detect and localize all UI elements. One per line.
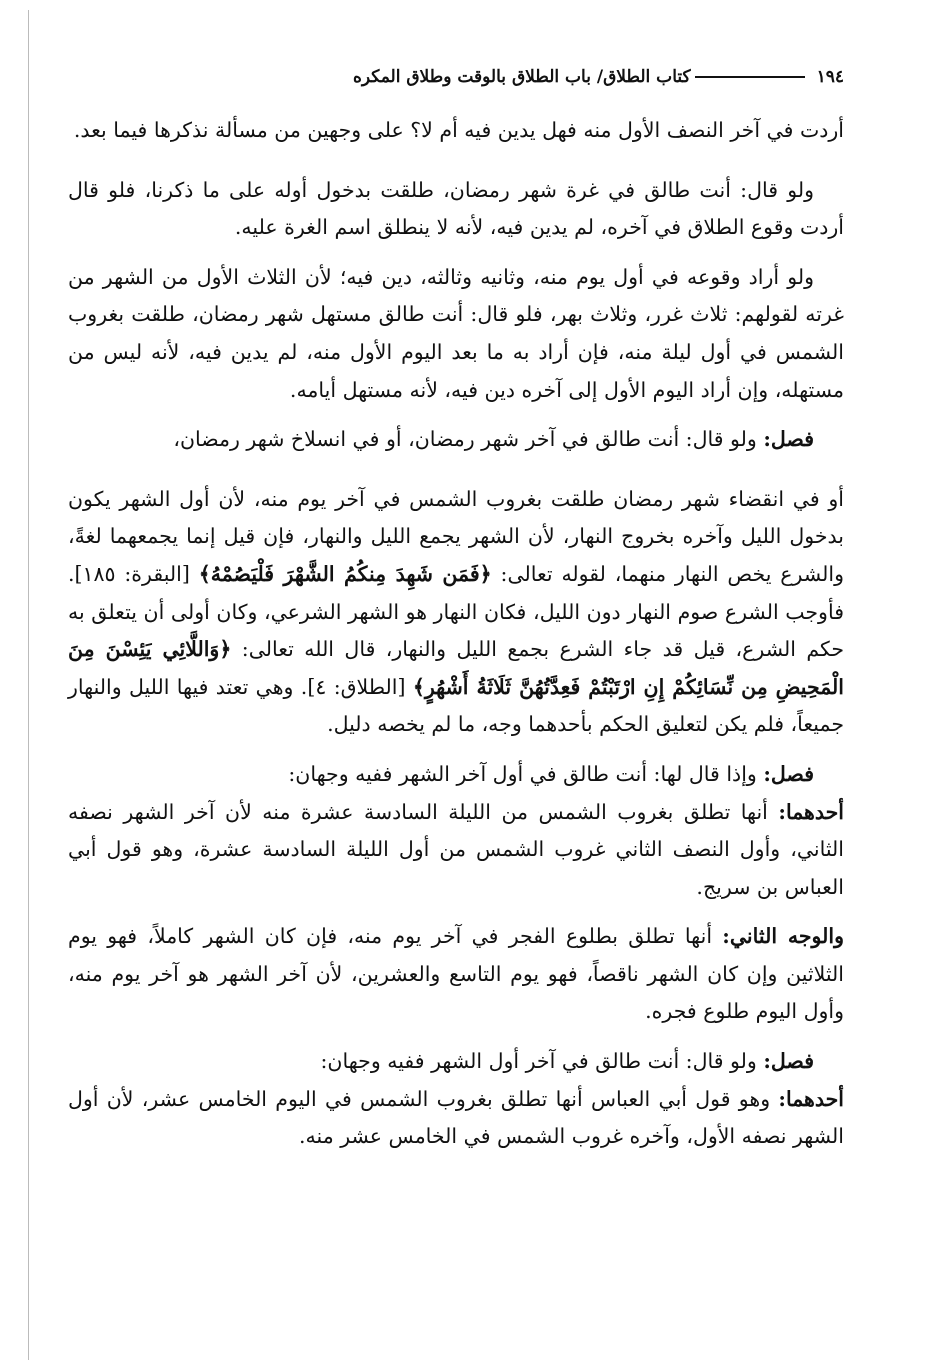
paragraph-text: أنها تطلق بغروب الشمس من الليلة السادسة عشرة منه لأن آخر الشهر نصفه الثاني، وأول النصف الثاني غروب الشمس من أول الليلة السادسة عشرة، وهو قول أبي العباس بن سريج.	[68, 799, 844, 899]
quran-verse: ﴿وَاللَّائِي يَئِسْنَ مِنَ الْمَحِيضِ مِن نِّسَائِكُمْ إِنِ ارْتَبْتُمْ فَعِدَّتُهُنَّ ثَلَاثَةُ أَشْهُرٍ﴾	[68, 637, 844, 699]
section-paragraph	[68, 918, 844, 1031]
section-lead: فصل:	[763, 1049, 814, 1074]
section-paragraph	[68, 794, 844, 907]
section-lead: والوجه الثاني:	[722, 924, 844, 949]
page-body	[68, 112, 844, 1156]
paragraph-text: [الطلاق: ٤]. وهي تعتد فيها الليل والنهار جميعاً، فلم يكن لتعليق الحكم بأحدهما وجه، ما لم يخصه دليل.	[68, 674, 844, 737]
section-paragraph	[68, 1081, 844, 1156]
paragraph	[68, 112, 844, 150]
paragraph-text: [البقرة: ١٨٥]. فأوجب الشرع صوم النهار دون الليل، فكان النهار هو الشهر الشرعي، وكان أولى أن يتعلق به حكم الشرع، قيل قد جاء الشرع بجمع الليل والنهار، قال الله تعالى:	[68, 561, 844, 662]
section-lead: أحدهما:	[778, 1086, 844, 1111]
paragraph-text: ولو قال: أنت طالق في آخر شهر رمضان، أو في انسلاخ شهر رمضان،	[173, 427, 757, 452]
page-number: ١٩٤	[816, 67, 844, 87]
paragraph-text: وإذا قال لها: أنت طالق في أول آخر الشهر ففيه وجهان:	[288, 761, 757, 786]
paragraph-text: ولو أراد وقوعه في أول يوم منه، وثانيه وثالثه، دين فيه؛ لأن الثلاث الأول من الشهر من غرته لقولهم: ثلاث غرر، وثلاث بهر، فلو قال: أنت طالق مستهل شهر رمضان، طلقت بغروب الشمس في أول ليلة منه، فإن أراد به ما بعد اليوم الأول منه، لم يدين فيه، لأنه ليس من مستهله، وإن أراد اليوم الأول إلى آخره دين فيه، لأنه مستهل أيامه.	[68, 264, 844, 402]
running-header	[68, 62, 844, 92]
paragraph-text: ولو قال: أنت طالق في آخر أول الشهر ففيه وجهان:	[320, 1049, 757, 1074]
paragraph	[68, 259, 844, 409]
paragraph-text: أردت في آخر النصف الأول منه فهل يدين فيه أم لا؟ على وجهين من مسألة نذكرها فيما بعد.	[73, 118, 844, 142]
binding-margin-line	[28, 10, 29, 1360]
paragraph	[68, 481, 844, 744]
section-paragraph	[68, 421, 844, 459]
section-paragraph	[68, 1043, 844, 1081]
section-lead: أحدهما:	[778, 799, 844, 824]
paragraph-text: وهو قول أبي العباس أنها تطلق بغروب الشمس في اليوم الخامس عشر، لأن أول الشهر نصفه الأول، وآخره غروب الشمس في الخامس عشر منه.	[68, 1086, 844, 1149]
paragraph-text: ولو قال: أنت طالق في غرة شهر رمضان، طلقت بدخول أوله على ما ذكرنا، فلو قال أردت وقوع الطلاق في آخره، لم يدين فيه، لأنه لا ينطلق اسم الغرة عليه.	[68, 177, 844, 240]
paragraph-text: أنها تطلق بطلوع الفجر في آخر يوم منه، فإن كان الشهر كاملاً، فهو يوم الثلاثين وإن كان الشهر ناقصاً، فهو يوم التاسع والعشرين، لأن آخر الشهر هو آخر يوم منه، وأول اليوم طلوع فجره.	[68, 924, 844, 1024]
section-lead: فصل:	[763, 761, 814, 786]
section-paragraph	[68, 756, 844, 794]
paragraph-text: أو في انقضاء شهر رمضان طلقت بغروب الشمس في آخر يوم منه، لأن أول الشهر يكون بدخول الليل وآخره بخروج النهار، لأن الشهر يجمع الليل والنهار، فإن قيل إنما يجمعهما لغةً، والشرع يخص النهار منهما، لقوله تعالى:	[68, 486, 844, 586]
page	[68, 62, 844, 1156]
paragraph	[68, 172, 844, 247]
quran-verse: ﴿فَمَن شَهِدَ مِنكُمُ الشَّهْرَ فَلْيَصُمْهُ﴾	[198, 561, 492, 586]
section-lead: فصل:	[763, 427, 814, 452]
header-title: كتاب الطلاق/ باب الطلاق بالوقت وطلاق المكره	[353, 67, 691, 87]
header-rule	[695, 76, 805, 78]
